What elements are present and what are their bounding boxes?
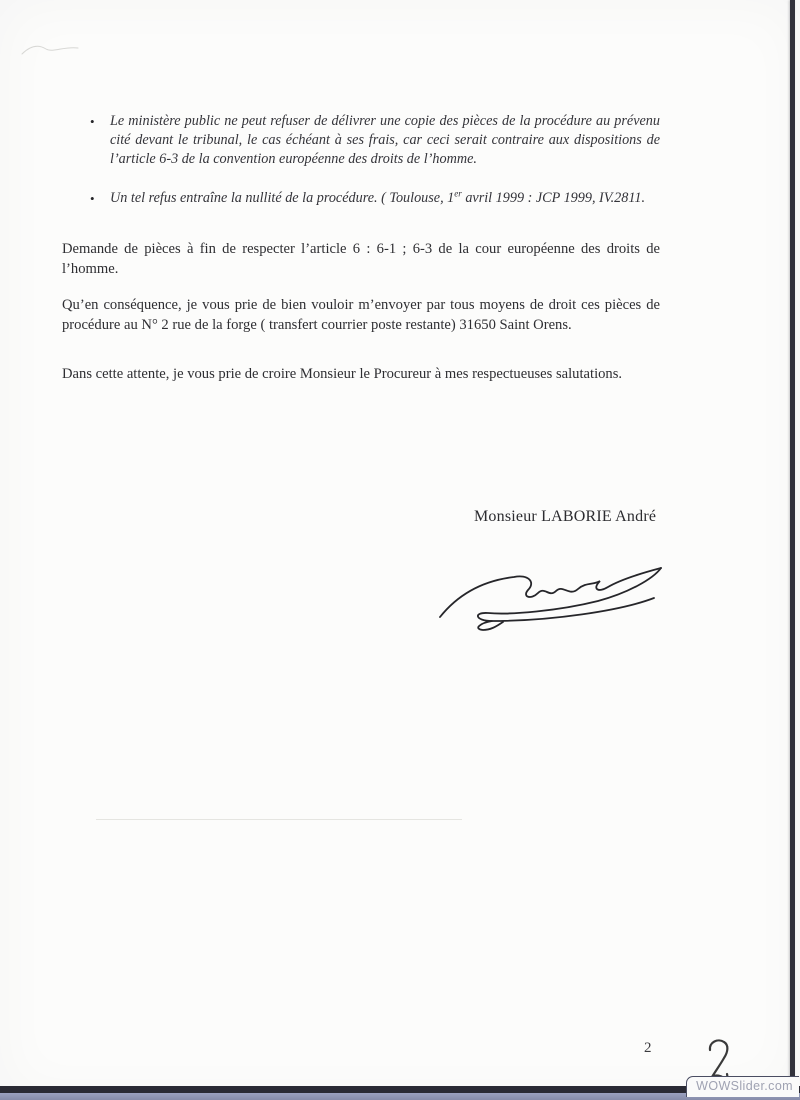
bullet-list [88,112,660,228]
bullet-text-before-superscript: Un tel refus entraîne la nullité de la procédure. ( Toulouse, 1 [110,190,455,206]
paragraph-salutations: Dans cette attente, je vous prie de croire Monsieur le Procureur à mes respectueuses salutations. [62,366,623,382]
ordinal-superscript: er [454,188,462,199]
page-number: 2 [644,1040,652,1056]
frame-bottom-light-bar [0,1093,800,1100]
signature-handwriting [428,551,673,641]
bullet-icon: • [90,114,95,129]
pencil-smudge-artifact [20,40,82,58]
frame-bottom-dark-bar [0,1086,800,1093]
wowslider-watermark-link[interactable]: WOWSlider.com [686,1076,799,1097]
bullet-text-after-superscript: avril 1999 : JCP 1999, IV.2811. [461,190,646,206]
paragraph-demande-pieces: Demande de pièces à fin de respecter l’article 6 : 6-1 ; 6-3 de la cour européenne des droits de l’homme. [62,241,660,277]
bullet-item-refus-copie [88,112,660,169]
paragraph-consequence-envoi: Qu’en conséquence, je vous prie de bien vouloir m’envoyer par tous moyens de droit ces pièces de procédure au N° 2 rue de la forge ( transfert courrier poste restante) 31650 Saint Orens. [62,297,660,333]
scan-edge-right [790,0,795,1088]
bullet-icon: • [90,191,95,206]
signer-name: Monsieur LABORIE André [474,508,657,525]
bullet-text: Le ministère public ne peut refuser de délivrer une copie des pièces de la procédure au prévenu cité devant le tribunal, le cas échéant à ses frais, car ceci serait contraire aux dispositions de l’article 6-3 de la convention européenne des droits de l’homme. [110,113,660,167]
scan-artifact-line [96,819,462,820]
bullet-item-nullite [88,189,660,208]
